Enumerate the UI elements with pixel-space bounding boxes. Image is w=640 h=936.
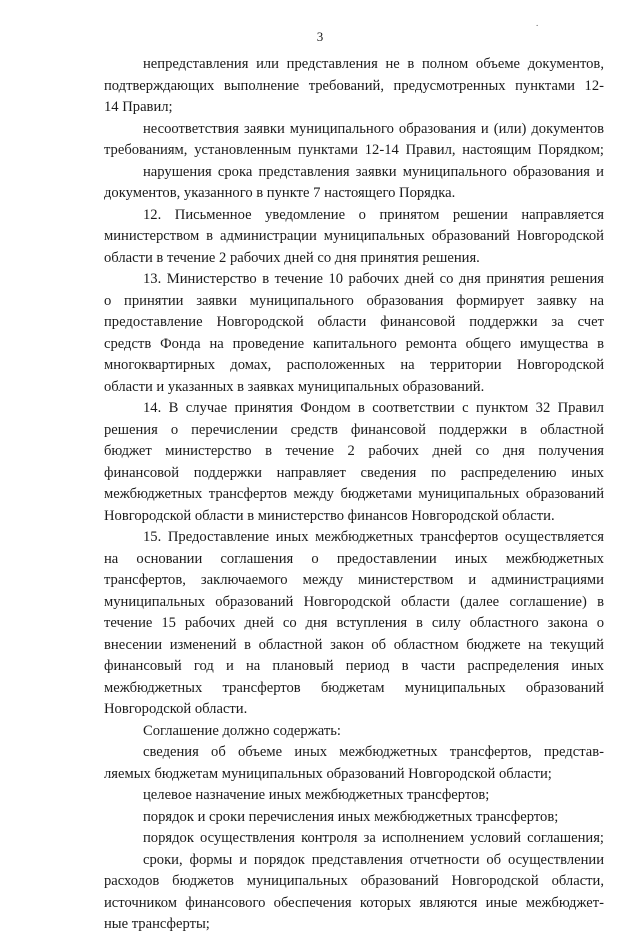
text-line-content: нарушения срока представления заявки муниципального образования и: [143, 163, 604, 180]
text-line-content: 14 Правил;: [104, 99, 173, 115]
text-line: [104, 420, 604, 442]
text-line: [104, 592, 604, 614]
text-line: [104, 484, 604, 506]
text-line: [104, 140, 604, 162]
text-line: [104, 162, 604, 184]
text-line: [104, 635, 604, 657]
text-line-content: сведения об объеме иных межбюджетных трансфертов, представ-: [143, 744, 604, 760]
text-line: [104, 914, 604, 936]
text-line: [104, 850, 604, 872]
text-line: [104, 527, 604, 549]
text-line: [104, 377, 604, 399]
text-line-content: течение 15 рабочих дней со дня вступления в силу областного закона о: [104, 615, 605, 631]
text-line-content: предоставление Новгородской области финансовой поддержки за счет: [104, 314, 604, 330]
text-line-content: области в течение 2 рабочих дней со дня принятия решения.: [104, 249, 480, 266]
text-line-content: расходов бюджетов муниципальных образований Новгородской области,: [104, 873, 605, 889]
text-line-content: документов, указанного в пункте 7 настоящего Порядка.: [104, 185, 456, 201]
text-line: [104, 506, 604, 528]
text-line-content: непредставления или представления не в полном объеме документов,: [143, 56, 604, 72]
text-line-content: межбюджетных трансфертов бюджетам муниципальных образований: [104, 679, 604, 696]
text-line: [104, 613, 604, 635]
text-line-content: на основании соглашения о предоставлении иных межбюджетных: [104, 550, 604, 567]
text-line-content: 14. В случае принятия Фондом в соответствии с пунктом 32 Правил: [143, 400, 604, 416]
text-line-content: ные трансферты;: [104, 916, 210, 932]
text-line: [104, 441, 604, 463]
text-line: [104, 721, 604, 743]
text-line: [104, 893, 604, 915]
text-line: [104, 742, 604, 764]
text-line: [104, 828, 604, 850]
text-line-content: решения о перечислении средств финансовой поддержки в областной: [104, 421, 604, 438]
document-body: [104, 54, 604, 936]
text-line: [104, 312, 604, 334]
text-line-content: ляемых бюджетам муниципальных образований Новгородской области;: [104, 765, 552, 782]
text-line-content: финансовой поддержки направляет сведения по распределению иных: [104, 464, 604, 481]
text-line: [104, 398, 604, 420]
text-line: [104, 76, 604, 98]
text-line: [104, 248, 604, 270]
text-line-content: межбюджетных трансфертов между бюджетами муниципальных образований: [104, 486, 605, 502]
text-line-content: несоответствия заявки муниципального образования и (или) документов: [143, 120, 604, 137]
text-line: [104, 699, 604, 721]
text-line-content: сроки, формы и порядок представления отчетности об осуществлении: [143, 851, 605, 868]
text-line-content: источником финансового обеспечения которых являются иные межбюджет-: [104, 894, 605, 911]
page-number: 3: [316, 29, 324, 44]
text-line: [104, 871, 604, 893]
text-line-content: целевое назначение иных межбюджетных трансфертов;: [143, 787, 490, 803]
corner-mark: .: [536, 18, 539, 28]
text-line: [104, 678, 604, 700]
text-line: [104, 570, 604, 592]
text-line: [104, 764, 604, 786]
text-line: [104, 785, 604, 807]
text-line: [104, 291, 604, 313]
text-line-content: 15. Предоставление иных межбюджетных трансфертов осуществляется: [143, 529, 604, 545]
text-line: [104, 119, 604, 141]
text-line-content: Новгородской области.: [104, 701, 248, 717]
text-line-content: требованиям, установленным пунктами 12-14 Правил, настоящим Порядком;: [104, 142, 604, 158]
text-line: [104, 54, 604, 76]
text-line: [104, 183, 604, 205]
text-line: [104, 549, 604, 571]
text-line: [104, 226, 604, 248]
text-line-content: области и указанных в заявках муниципальных образований.: [104, 378, 485, 395]
text-line-content: 12. Письменное уведомление о принятом решении направляется: [143, 206, 604, 223]
text-line-content: многоквартирных домах, расположенных на территории Новгородской: [104, 357, 605, 373]
text-line-content: о принятии заявки муниципального образования формирует заявку на: [104, 292, 604, 309]
text-line-content: бюджет министерство в течение 2 рабочих дней со дня получения: [104, 443, 604, 459]
text-line: [104, 807, 604, 829]
text-line-content: средств Фонда на проведение капитального ремонта общего имущества в: [104, 335, 605, 352]
text-line-content: порядок и сроки перечисления иных межбюджетных трансфертов;: [143, 808, 559, 825]
text-line-content: порядок осуществления контроля за исполнением условий соглашения;: [143, 830, 604, 846]
text-line-content: финансовый год и на плановый период в части распределения иных: [104, 658, 604, 674]
text-line-content: внесении изменений в областной закон об областном бюджете на текущий: [104, 636, 604, 653]
text-line-content: муниципальных образований Новгородской области (далее соглашение) в: [104, 593, 604, 610]
text-line-content: трансфертов, заключаемого между министерством и администрациями: [104, 572, 604, 588]
text-line-content: Новгородской области в министерство финансов Новгородской области.: [104, 507, 555, 524]
text-line-content: 13. Министерство в течение 10 рабочих дней со дня принятия решения: [143, 271, 604, 287]
text-line: [104, 656, 604, 678]
text-line: [104, 463, 604, 485]
text-line: [104, 334, 604, 356]
text-line: [104, 269, 604, 291]
text-line-content: подтверждающих выполнение требований, предусмотренных пунктами 12-: [104, 77, 605, 94]
text-line-content: Соглашение должно содержать:: [143, 722, 341, 739]
text-line: [104, 205, 604, 227]
text-line: [104, 355, 604, 377]
text-line: [104, 97, 604, 119]
text-line-content: министерством в администрации муниципальных образований Новгородской: [104, 228, 604, 244]
